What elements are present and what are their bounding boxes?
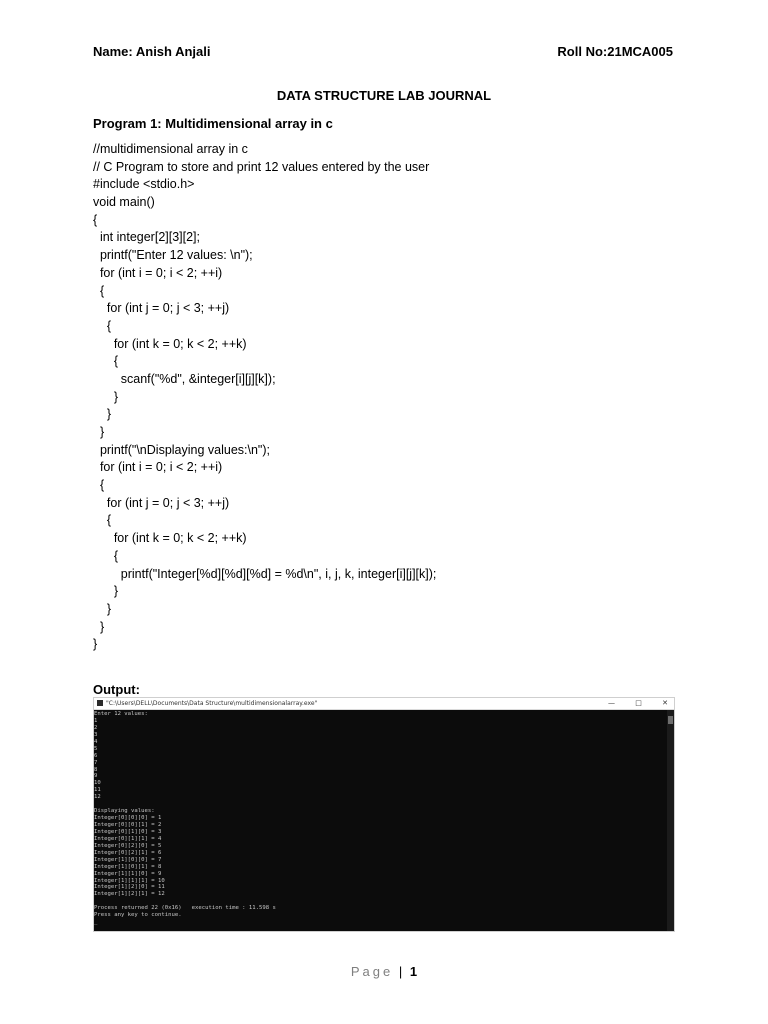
code-line: printf("Enter 12 values: \n"); [93,248,253,263]
console-line: Integer[0][2][1] = 6 [94,849,162,856]
console-line: 1 [94,717,98,724]
code-line: } [93,584,119,599]
journal-title: DATA STRUCTURE LAB JOURNAL [276,88,492,103]
console-line: Integer[0][0][1] = 2 [94,822,162,828]
page-separator: | [398,964,403,979]
console-line: Integer[0][2][0] = 5 [94,842,162,849]
console-line: 6 [94,752,98,759]
console-line: 11 [94,787,101,794]
console-line [94,801,666,808]
code-line: { [93,478,105,493]
page-footer [0,964,768,979]
code-line: } [93,407,112,422]
console-line: Press any key to continue. [94,912,182,919]
console-window[interactable] [93,697,675,932]
code-line: for (int j = 0; j < 3; ++j) [93,301,230,316]
code-line: for (int j = 0; j < 3; ++j) [93,495,230,510]
console-line: 5 [94,745,98,752]
code-line: { [93,212,98,227]
console-line: Integer[1][2][1] = 12 [94,891,165,898]
scrollbar-thumb[interactable] [668,716,673,724]
code-line: { [93,354,119,369]
code-line: // C Program to store and print 12 values entered by the user [93,159,430,174]
code-line: //multidimensional array in c [93,142,248,156]
console-line: Integer[0][1][0] = 3 [94,828,162,835]
console-line: Integer[1][0][1] = 8 [94,863,162,870]
code-line: void main() [93,195,155,210]
code-line: } [93,389,119,404]
code-line: printf("\nDisplaying values:\n"); [93,442,271,457]
minimize-icon[interactable]: — [608,699,616,707]
code-line: #include <stdio.h> [93,177,195,192]
console-line: Integer[0][1][1] = 4 [94,835,162,842]
code-line: { [93,283,105,298]
code-line: for (int i = 0; i < 2; ++i) [93,265,223,280]
console-line: Integer[1][0][0] = 7 [94,856,162,863]
code-line: { [93,513,112,528]
code-line: { [93,548,119,563]
console-line: 2 [94,724,98,731]
console-app-icon [97,700,103,706]
console-line: 9 [94,773,98,780]
console-line [94,898,666,905]
page-number: 1 [409,964,418,979]
code-line: } [93,637,98,652]
code-line: for (int k = 0; k < 2; ++k) [93,531,247,546]
code-line: } [93,619,105,634]
console-titlebar[interactable] [94,698,674,710]
page-word: Page [350,964,394,979]
console-output [94,710,666,931]
code-line: { [93,318,112,333]
console-line: 3 [94,731,98,738]
console-line: Integer[0][0][0] = 1 [94,815,162,822]
console-line: Integer[1][1][0] = 9 [94,870,162,877]
code-line: } [93,601,112,616]
console-line: _ [94,919,98,926]
window-controls [590,698,668,709]
console-line: 7 [94,759,98,766]
console-line: 8 [94,766,98,773]
code-listing [93,141,436,654]
close-icon[interactable]: ✕ [662,699,668,707]
console-line: Integer[1][2][0] = 11 [94,884,165,891]
program-title: Program 1: Multidimensional array in c [93,116,333,131]
console-scrollbar[interactable] [667,710,674,931]
console-line: Process returned 22 (0x16) execution time : 11.598 s [94,905,276,912]
console-line: Integer[1][1][1] = 10 [94,877,165,884]
student-name: Name: Anish Anjali [93,44,211,59]
code-line: } [93,425,105,439]
maximize-icon[interactable]: □ [635,699,642,707]
console-window-title: "C:\Users\DELL\Documents\Data Structure\multidimensionalarray.exe" [106,700,318,707]
console-line: 4 [94,738,98,745]
console-line: Displaying values: [94,808,155,815]
console-line: 10 [94,780,101,787]
code-line: printf("Integer[%d][%d][%d] = %d\n", i, j, k, integer[i][j][k]); [93,566,437,581]
code-line: for (int i = 0; i < 2; ++i) [93,460,223,475]
code-line: scanf("%d", &integer[i][j][k]); [93,371,276,386]
console-line: Enter 12 values: [94,711,148,717]
output-label: Output: [93,682,140,697]
code-line: for (int k = 0; k < 2; ++k) [93,336,247,351]
code-line: int integer[2][3][2]; [93,230,201,245]
roll-number: Roll No:21MCA005 [557,44,673,59]
console-line: 12 [94,794,101,801]
